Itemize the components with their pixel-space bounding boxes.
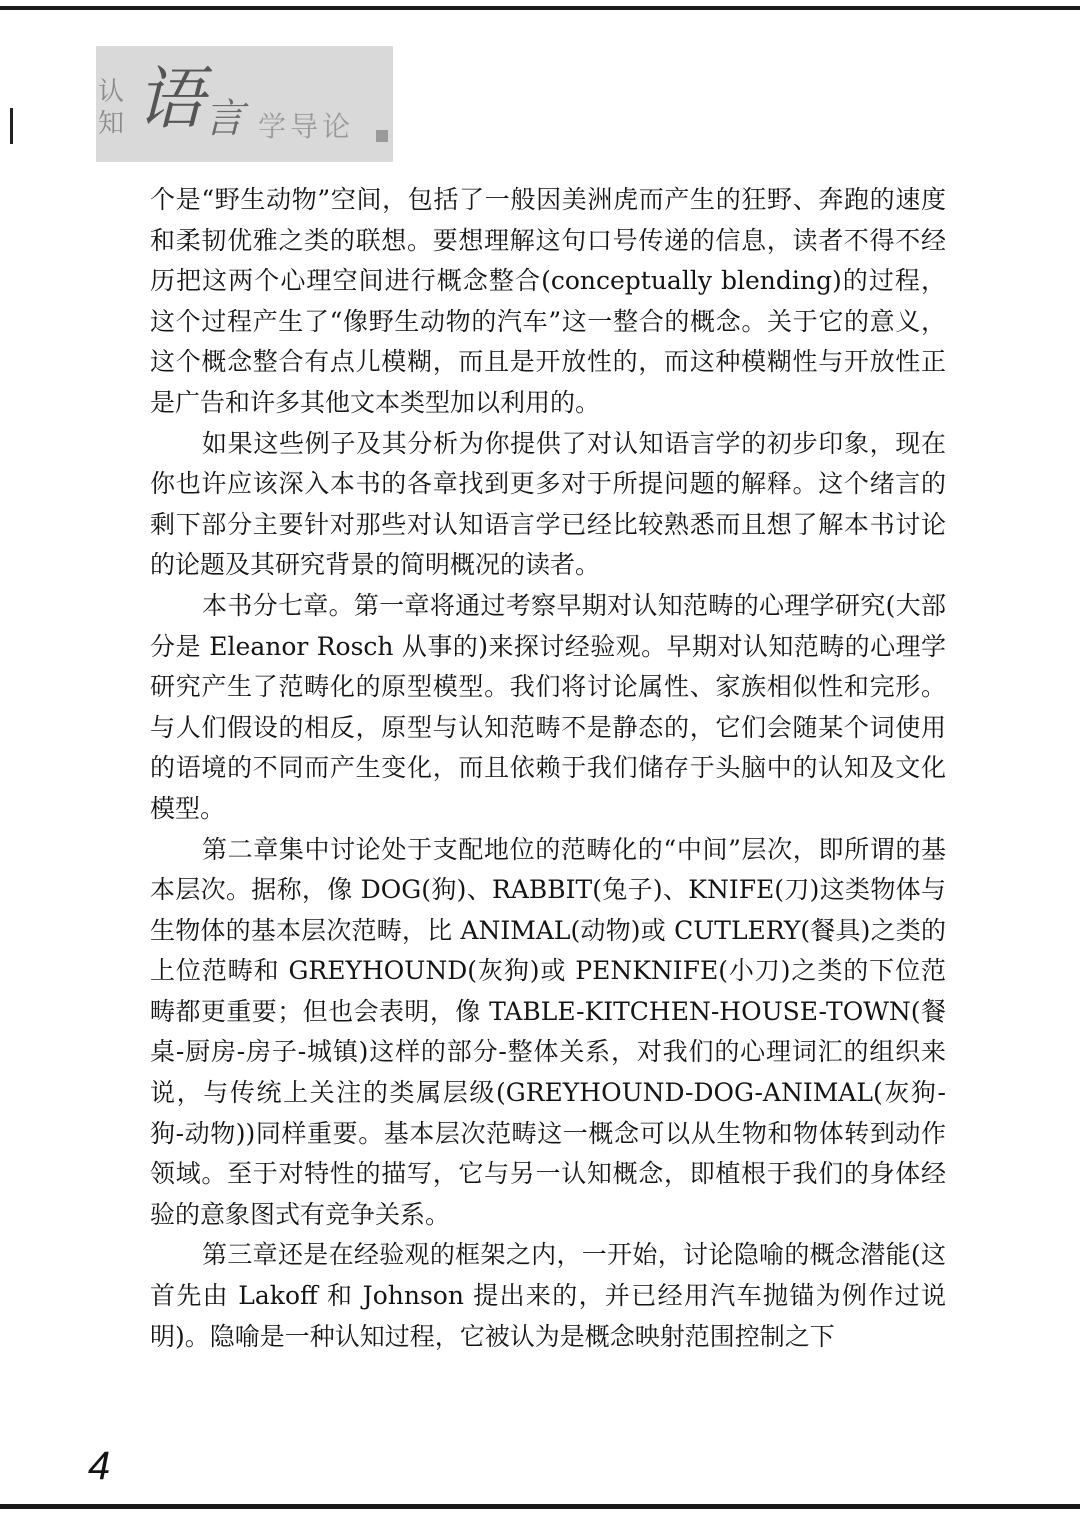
running-header-emblem (96, 46, 393, 162)
paragraph: 个是“野生动物”空间，包括了一般因美洲虎而产生的狂野、奔跑的速度和柔韧优雅之类的联想。要想理解这句口号传递的信息，读者不得不经历把这两个心理空间进行概念整合(conceptually blending)的过程，这个过程产生了“像野生动物的汽车”这一整合的概念。关于它的意义，这个概念整合有点儿模糊，而且是开放性的，而这种模糊性与开放性正是广告和许多其他文本类型加以利用的。 (150, 185, 946, 417)
emblem-char: 言 (204, 96, 244, 142)
emblem-subtitle: 学导论 (258, 110, 355, 143)
page-number: 4 (88, 1444, 111, 1488)
bottom-rule (0, 1504, 1080, 1509)
paragraph: 第二章集中讨论处于支配地位的范畴化的“中间”层次，即所谓的基本层次。据称，像 DOG(狗)、RABBIT(兔子)、KNIFE(刀)这类物体与生物体的基本层次范畴，比 ANIMAL(动物)或 CUTLERY(餐具)之类的上位范畴和 GREYHOUND(灰狗)或 PENKNIFE(小刀)之类的下位范畴都更重要；但也会表明，像 TABLE-KITCHEN-HOUSE-TOWN(餐桌-厨房-房子-城镇)这样的部分-整体关系，对我们的心理词汇的组织来说，与传统上关注的类属层级(GREYHOUND-DOG-ANIMAL(灰狗-狗-动物))同样重要。基本层次范畴这一概念可以从生物和物体转到动作领域。至于对特性的描写，它与另一认知概念，即植根于我们的身体经验的意象图式有竞争关系。 (150, 834, 946, 1229)
emblem-square-ornament (376, 130, 388, 142)
emblem-left-column (98, 76, 134, 140)
emblem-big-char: 语 (136, 60, 205, 139)
emblem-char: 认 (98, 77, 125, 107)
paragraph: 第三章还是在经验观的框架之内，一开始，讨论隐喻的概念潜能(这首先由 Lakoff 和 Johnson 提出来的，并已经用汽车抛锚为例作过说明)。隐喻是一种认知过程，它被认为是概念映射范围控制之下 (150, 1240, 946, 1351)
top-rule (0, 6, 1080, 10)
emblem-char: 知 (98, 109, 125, 139)
paragraph: 如果这些例子及其分析为你提供了对认知语言学的初步印象，现在你也许应该深入本书的各章找到更多对于所提问题的解释。这个绪言的剩下部分主要针对那些对认知语言学已经比较熟悉而且想了解本书讨论的论题及其研究背景的简明概况的读者。 (150, 428, 946, 580)
body-text (150, 180, 946, 1357)
margin-mark (10, 108, 13, 144)
paragraph: 本书分七章。第一章将通过考察早期对认知范畴的心理学研究(大部分是 Eleanor Rosch 从事的)来探讨经验观。早期对认知范畴的心理学研究产生了范畴化的原型模型。我们将讨论属性、家族相似性和完形。与人们假设的相反，原型与认知范畴不是静态的，它们会随某个词使用的语境的不同而产生变化，而且依赖于我们储存于头脑中的认知及文化模型。 (150, 590, 946, 823)
